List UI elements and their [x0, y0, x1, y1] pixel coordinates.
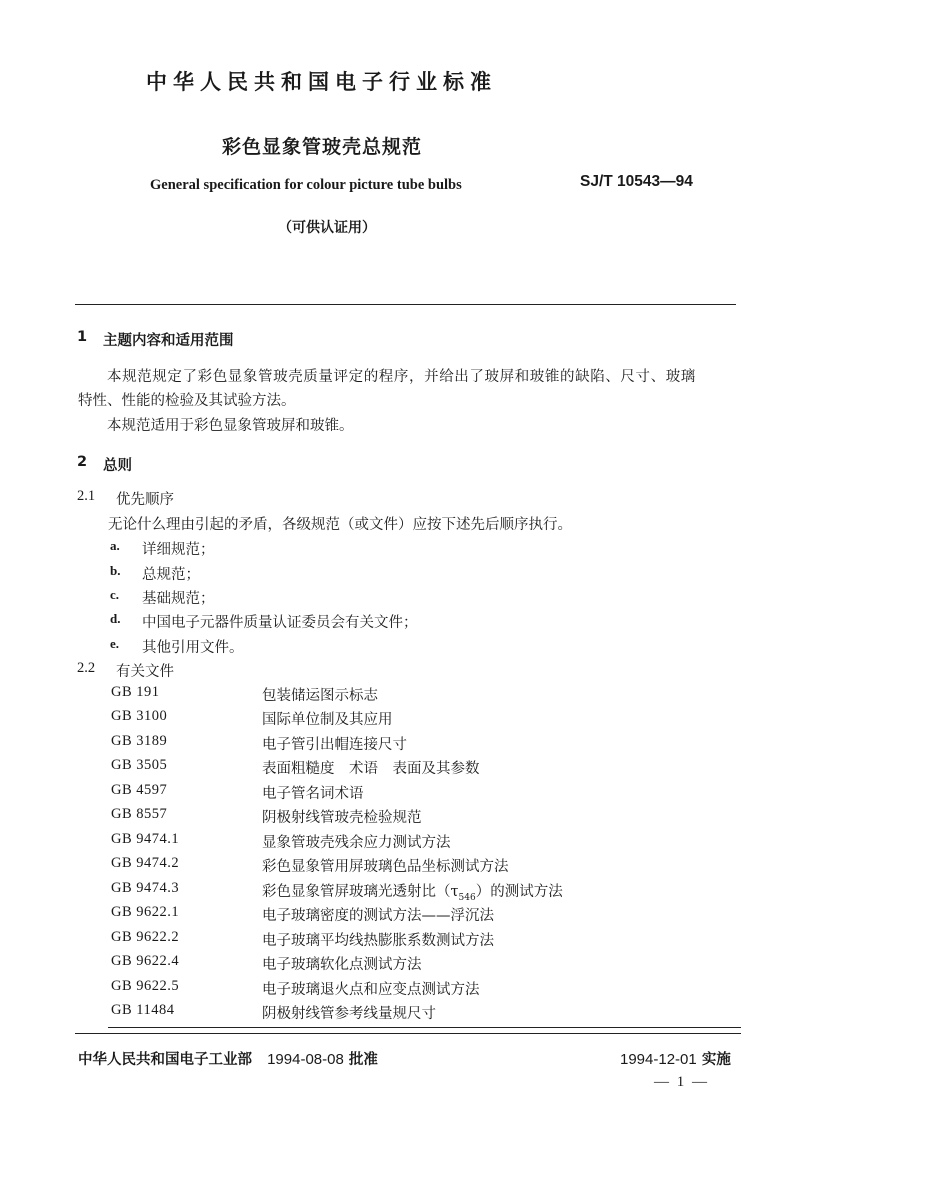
reference-code: GB 9474.2 — [111, 855, 180, 871]
reference-code: GB 191 — [111, 684, 160, 700]
list-item-text: 总规范； — [142, 567, 200, 583]
list-item-letter: b. — [110, 563, 121, 578]
reference-code: GB 9622.5 — [111, 978, 180, 994]
reference-code: GB 3189 — [111, 733, 168, 749]
section-1-number: 1 — [77, 329, 88, 345]
reference-title — [262, 880, 563, 903]
reference-title: 国际单位制及其应用 — [262, 712, 393, 728]
section-1-para2: 本规范适用于彩色显象管玻屏和玻锥。 — [107, 418, 354, 434]
footer-approval — [78, 1048, 378, 1069]
document-title-en: General specification for colour picture tube bulbs — [150, 177, 462, 193]
reference-code: GB 9622.2 — [111, 929, 180, 945]
reference-code: GB 9622.1 — [111, 904, 180, 920]
subsection-2-2-heading: 有关文件 — [116, 664, 174, 680]
section-1-para1-line2: 特性、性能的检验及其试验方法。 — [78, 393, 296, 409]
reference-code: GB 9622.4 — [111, 953, 180, 969]
reference-title: 表面粗糙度 术语 表面及其参数 — [262, 761, 480, 777]
list-item-letter: a. — [110, 538, 120, 553]
reference-title-part: ）的测试方法 — [475, 884, 563, 900]
footer-divider — [75, 1033, 741, 1034]
list-item-text: 基础规范； — [142, 591, 215, 607]
reference-title: 电子玻璃退火点和应变点测试方法 — [262, 982, 480, 998]
reference-title: 电子玻璃密度的测试方法——浮沉法 — [262, 908, 494, 924]
subsection-2-2-number: 2.2 — [77, 660, 96, 676]
effective-label: 实施 — [701, 1052, 731, 1068]
approve-date: 1994-08-08 — [267, 1051, 344, 1068]
tau-subscript: 546 — [458, 892, 476, 903]
reference-code: GB 4597 — [111, 782, 168, 798]
reference-title-part: 彩色显象管屏玻璃光透射比（τ — [262, 884, 459, 900]
reference-title: 显象管玻壳残余应力测试方法 — [262, 835, 451, 851]
reference-code: GB 3100 — [111, 708, 168, 724]
reference-title: 包装储运图示标志 — [262, 688, 378, 704]
list-item-letter: e. — [110, 636, 120, 651]
certification-note: （可供认证用） — [278, 220, 376, 236]
section-2-heading: 总则 — [103, 458, 132, 474]
section-1-para1-line1: 本规范规定了彩色显象管玻壳质量评定的程序，并给出了玻屏和玻锥的缺陷、尺寸、玻璃 — [107, 369, 696, 385]
reference-code: GB 9474.3 — [111, 880, 180, 896]
subsection-2-1-heading: 优先顺序 — [116, 492, 174, 508]
effective-date: 1994-12-01 — [620, 1051, 697, 1068]
reference-title: 阴极射线管玻壳检验规范 — [262, 810, 422, 826]
reference-title: 电子管引出帽连接尺寸 — [262, 737, 407, 753]
reference-title: 电子玻璃软化点测试方法 — [262, 957, 422, 973]
reference-code: GB 9474.1 — [111, 831, 180, 847]
footer-short-divider — [108, 1027, 741, 1028]
reference-title: 电子玻璃平均线热膨胀系数测试方法 — [262, 933, 494, 949]
list-item-letter: d. — [110, 611, 121, 626]
reference-title: 阴极射线管参考线量规尺寸 — [262, 1006, 436, 1022]
header-divider — [75, 304, 736, 305]
section-2-number: 2 — [77, 454, 88, 470]
list-item-text: 详细规范； — [142, 542, 215, 558]
reference-code: GB 11484 — [111, 1002, 175, 1018]
standard-type-heading: 中华人民共和国电子行业标准 — [146, 70, 497, 94]
page-number: — 1 — — [654, 1074, 709, 1090]
reference-title: 电子管名词术语 — [262, 786, 364, 802]
footer-effective — [620, 1048, 731, 1069]
issuer: 中华人民共和国电子工业部 — [78, 1052, 252, 1068]
reference-code: GB 3505 — [111, 757, 168, 773]
subsection-2-1-intro: 无论什么理由引起的矛盾，各级规范（或文件）应按下述先后顺序执行。 — [108, 517, 572, 533]
section-1-heading: 主题内容和适用范围 — [103, 333, 234, 349]
document-title-cn: 彩色显象管玻壳总规范 — [222, 136, 423, 158]
list-item-letter: c. — [110, 587, 120, 602]
standard-code: SJ/T 10543—94 — [580, 173, 693, 190]
approve-label: 批准 — [348, 1052, 378, 1068]
list-item-text: 中国电子元器件质量认证委员会有关文件； — [142, 615, 418, 631]
subsection-2-1-number: 2.1 — [77, 488, 96, 504]
list-item-text: 其他引用文件。 — [142, 640, 244, 656]
reference-code: GB 8557 — [111, 806, 168, 822]
reference-title: 彩色显象管用屏玻璃色品坐标测试方法 — [262, 859, 509, 875]
